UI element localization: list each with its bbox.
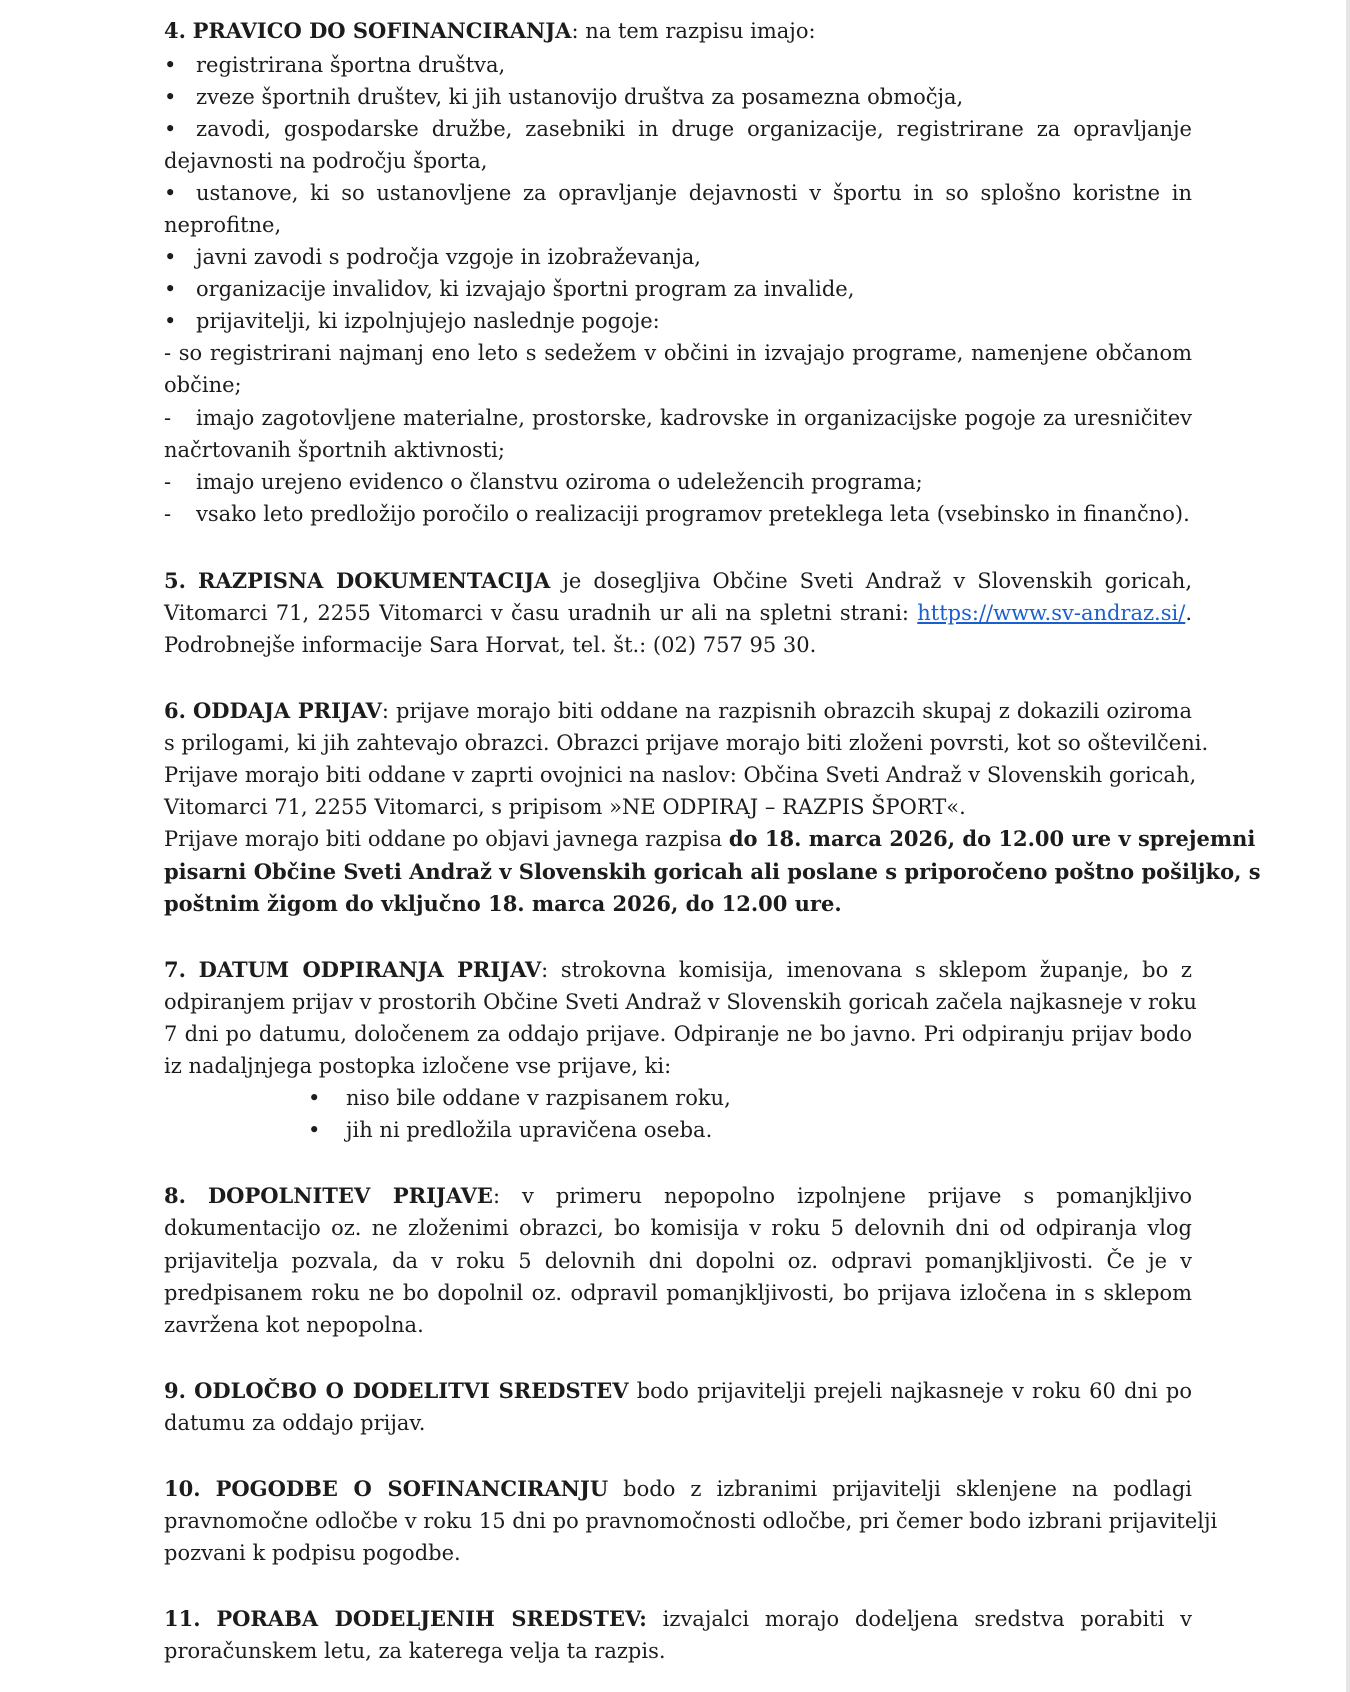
- list-item: [164, 114, 1192, 146]
- condition-item: - so registrirani najmanj eno leto s sedežem v občini in izvajajo programe, namenjene občanom: [164, 341, 1192, 365]
- list-item-continuation: neprofitne,: [164, 213, 282, 237]
- section-5-line: [164, 598, 1192, 630]
- section-5-line: Podrobnejše informacije Sara Horvat, tel. št.: (02) 757 95 30.: [164, 633, 817, 657]
- list-item-text: javni zavodi s področja vzgoje in izobraževanja,: [196, 245, 701, 269]
- section-text: : na tem razpisu imajo:: [571, 19, 816, 43]
- section-number: 4.: [164, 18, 186, 43]
- dash-icon: -: [164, 406, 172, 430]
- section-text: Prijave morajo biti oddane po objavi javnega razpisa: [164, 827, 729, 851]
- condition-text: vsako leto predložijo poročilo o realizaciji programov preteklega leta (vsebinsko in finančno).: [196, 502, 1190, 526]
- section-7-heading: [164, 955, 1192, 987]
- section-number: 6.: [164, 698, 186, 723]
- list-item-text: zavodi, gospodarske družbe, zasebniki in druge organizacije, registrirane za opravljanje: [196, 117, 1192, 141]
- section-8-line: dokumentacijo oz. ne zloženimi obrazci, bo komisija v roku 5 delovnih dni od odpiranja vlog: [164, 1216, 1192, 1240]
- section-text: : strokovna komisija, imenovana s sklepom županje, bo z: [541, 958, 1192, 982]
- deadline-text: pisarni Občine Sveti Andraž v Slovenskih goricah ali poslane s priporočeno poštno pošiljko, s: [164, 859, 1261, 884]
- bullet-icon: •: [164, 85, 177, 109]
- list-item-continuation: dejavnosti na področju športa,: [164, 149, 488, 173]
- section-9-heading: [164, 1376, 1192, 1408]
- section-number: 11.: [164, 1606, 201, 1631]
- deadline-text: do 18. marca 2026, do 12.00 ure v sprejemni: [728, 826, 1256, 851]
- section-text: .: [1185, 601, 1192, 625]
- section-7-line: iz nadaljnjega postopka izločene vse prijave, ki:: [164, 1054, 672, 1078]
- section-11-line: proračunskem letu, za katerega velja ta razpis.: [164, 1639, 666, 1663]
- section-title: RAZPISNA DOKUMENTACIJA: [198, 568, 551, 593]
- section-text: je dosegljiva Občine Sveti Andraž v Slovenskih goricah,: [550, 569, 1192, 593]
- section-8-heading: [164, 1181, 1192, 1213]
- list-item: [164, 242, 1192, 274]
- section-number: 10.: [164, 1476, 201, 1501]
- deadline-text: poštnim žigom do vključno 18. marca 2026, do 12.00 ure.: [164, 891, 842, 916]
- condition-text: imajo zagotovljene materialne, prostorske, kadrovske in organizacijske pogoje za uresničitev: [196, 406, 1192, 430]
- section-7-line: 7 dni po datumu, določenem za oddajo prijave. Odpiranje ne bo javno. Pri odpiranju prijav bodo: [164, 1022, 1192, 1046]
- bullet-icon: •: [164, 245, 177, 269]
- condition-item: [164, 403, 1192, 435]
- condition-item: [164, 499, 1192, 531]
- section-text: izvajalci morajo dodeljena sredstva porabiti v: [646, 1607, 1192, 1631]
- list-item: [308, 1115, 712, 1145]
- section-title: DOPOLNITEV PRIJAVE: [207, 1183, 493, 1208]
- section-text: : prijave morajo biti oddane na razpisnih obrazcih skupaj z dokazili oziroma: [381, 699, 1192, 723]
- section-6-line: [164, 824, 1256, 856]
- condition-text: imajo urejeno evidenco o članstvu oziroma o udeležencih programa;: [196, 470, 923, 494]
- section-number: 7.: [164, 957, 186, 982]
- section-text: Vitomarci 71, 2255 Vitomarci v času uradnih ur ali na spletni strani:: [164, 601, 918, 625]
- dash-icon: -: [164, 470, 172, 494]
- section-number: 9.: [164, 1378, 186, 1403]
- section-8-line: predpisanem roku ne bo dopolnil oz. odpravil pomanjkljivosti, bo prijava izločena in s sklepom: [164, 1281, 1192, 1305]
- section-title: ODLOČBO O DODELITVI SREDSTEV: [194, 1378, 629, 1403]
- section-7-line: odpiranjem prijav v prostorih Občine Sveti Andraž v Slovenskih goricah začela najkasneje v roku: [164, 990, 1197, 1014]
- section-4-heading: [164, 16, 1192, 48]
- section-number: 5.: [164, 568, 186, 593]
- section-title: PORABA DODELJENIH SREDSTEV:: [216, 1606, 647, 1631]
- section-10-line: pravnomočne odločbe v roku 15 dni po pravnomočnosti odločbe, pri čemer bodo izbrani prijavitelji: [164, 1509, 1218, 1533]
- condition-continuation: načrtovanih športnih aktivnosti;: [164, 438, 505, 462]
- scan-edge: [1346, 0, 1350, 1692]
- bullet-icon: •: [308, 1086, 321, 1110]
- section-title: DATUM ODPIRANJA PRIJAV: [198, 957, 542, 982]
- list-item-text: registrirana športna društva,: [196, 53, 506, 77]
- section-11-heading: [164, 1604, 1192, 1636]
- list-item-text: jih ni predložila upravičena oseba.: [346, 1118, 713, 1142]
- section-8-line: zavržena kot nepopolna.: [164, 1313, 424, 1337]
- list-item-text: prijavitelji, ki izpolnjujejo naslednje pogoje:: [196, 309, 660, 333]
- section-5-heading: [164, 566, 1192, 598]
- section-10-line: pozvani k podpisu pogodbe.: [164, 1541, 461, 1565]
- list-item: [308, 1083, 731, 1113]
- bullet-icon: •: [164, 53, 177, 77]
- section-title: ODDAJA PRIJAV: [192, 698, 382, 723]
- dash-icon: -: [164, 502, 172, 526]
- section-title: POGODBE O SOFINANCIRANJU: [215, 1476, 609, 1501]
- list-item: [164, 274, 1192, 306]
- list-item-text: niso bile oddane v razpisanem roku,: [346, 1086, 731, 1110]
- list-item: [164, 306, 1192, 338]
- section-6-line: Vitomarci 71, 2255 Vitomarci, s pripisom »NE ODPIRAJ – RAZPIS ŠPORT«.: [164, 795, 966, 819]
- list-item: [164, 178, 1192, 210]
- section-text: : v primeru nepopolno izpolnjene prijave s pomanjkljivo: [492, 1184, 1192, 1208]
- section-text: bodo prijavitelji prejeli najkasneje v roku 60 dni po: [628, 1379, 1192, 1403]
- section-6-heading: [164, 696, 1192, 728]
- list-item-text: zveze športnih društev, ki jih ustanovijo društva za posamezna območja,: [196, 85, 964, 109]
- section-6-line: Prijave morajo biti oddane v zaprti ovojnici na naslov: Občina Sveti Andraž v Slovenskih goricah,: [164, 763, 1197, 787]
- section-number: 8.: [164, 1183, 186, 1208]
- section-title: PRAVICO DO SOFINANCIRANJA: [192, 18, 572, 43]
- section-6-line: s prilogami, ki jih zahtevajo obrazci. Obrazci prijave morajo biti zloženi povrsti, kot so oštevilčeni.: [164, 731, 1209, 755]
- bullet-icon: •: [164, 181, 177, 205]
- list-item: [164, 50, 1192, 82]
- bullet-icon: •: [308, 1118, 321, 1142]
- bullet-icon: •: [164, 309, 177, 333]
- list-item-text: organizacije invalidov, ki izvajajo športni program za invalide,: [196, 277, 855, 301]
- condition-item: [164, 467, 1192, 499]
- section-9-line: datumu za oddajo prijav.: [164, 1411, 426, 1435]
- condition-continuation: občine;: [164, 373, 242, 397]
- list-item: [164, 82, 1192, 114]
- bullet-icon: •: [164, 117, 177, 141]
- section-8-line: prijavitelja pozvala, da v roku 5 delovnih dni dopolni oz. odpravi pomanjkljivosti. Če je v: [164, 1249, 1192, 1273]
- list-item-text: ustanove, ki so ustanovljene za opravljanje dejavnosti v športu in so splošno koristne in: [196, 181, 1192, 205]
- section-10-heading: [164, 1474, 1192, 1506]
- section-text: bodo z izbranimi prijavitelji sklenjene na podlagi: [608, 1477, 1192, 1501]
- website-link[interactable]: https://www.sv-andraz.si/: [917, 601, 1186, 625]
- bullet-icon: •: [164, 277, 177, 301]
